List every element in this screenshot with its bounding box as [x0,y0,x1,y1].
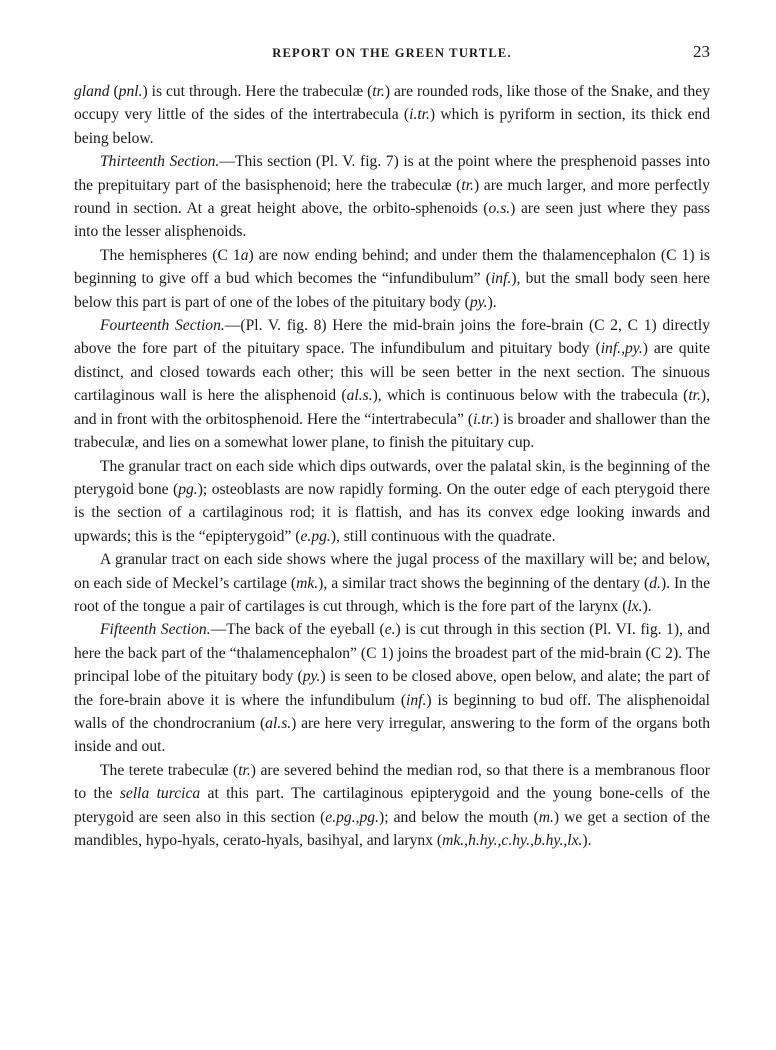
text-run: —This section (Pl. V. fig. 7) is at the point where the presphenoid passes into the prepituitary part of the basisphenoid; here the trabeculæ ( [74,153,710,194]
text-run: ) are quite distinct, and closed towards each other; this will be seen better in the next section. The sinuous cartilaginous wall is here the alisphenoid ( [74,340,710,405]
paragraph [74,455,710,549]
text-run: ). [642,597,652,615]
text-run: ); and below the mouth ( [379,808,539,826]
italic-text: py. [302,668,321,686]
text-run: ) which is pyriform in section, its thick end being below. [74,106,710,147]
italic-text: i.tr. [409,106,430,124]
text-run: ) are now ending behind; and under them the thalamencephalon (C 1) is beginning to give off a bud which becomes the “infundibulum” ( [74,246,711,288]
text-run: ) is cut through. Here the trabeculæ ( [142,83,373,100]
text-run: ), which is continuous below with the trabecula ( [372,387,689,405]
text-run: ); osteoblasts are now rapidly forming. On the outer edge of each pterygoid there is the section of a cartilaginous rod; it is flattish, and has its convex edge looking inwards and upwards; this is the “epipterygoid” ( [74,480,710,545]
italic-text: o.s. [488,200,511,218]
running-header [74,40,710,68]
italic-text: tr. [688,387,701,405]
italic-text: tr. [238,761,251,779]
italic-text: pg. [178,480,198,498]
text-run: ). [487,293,497,311]
text-run: ( [109,83,119,100]
text-run: ) we get a section of the mandibles, hypo-hyals, cerato-hyals, basihyal, and larynx ( [74,808,710,849]
text-run: The terete trabeculæ ( [100,761,239,779]
text-run: ). [582,832,592,849]
italic-text: m. [538,808,554,826]
paragraph [74,244,710,314]
page-number: 23 [693,42,710,61]
italic-text: lx. [627,597,643,615]
italic-text: Fourteenth Section. [100,317,225,335]
italic-text: tr. [461,176,474,194]
running-title: REPORT ON THE GREEN TURTLE. [272,46,512,60]
body-text [74,80,710,852]
paragraph [74,314,710,454]
italic-text: al.s. [265,714,292,732]
italic-text: Thirteenth Section. [100,153,220,171]
text-run: ) are seen just where they pass into the lesser alisphenoids. [74,200,710,241]
italic-text: mk.,h.hy.,c.hy.,b.hy.,lx. [442,832,583,849]
text-run: ) are rounded rods, like those of the Snake, and they occupy very little of the sides of the intertrabecula ( [74,83,710,124]
italic-text: pnl. [118,83,143,100]
italic-text: a [240,246,249,264]
italic-text: inf. [406,691,427,709]
text-run: ) is broader and shallower than the trabeculæ, and lies on a somewhat lower plane, to finish the pituitary cup. [74,410,710,452]
italic-text: Fifteenth Section. [100,621,211,639]
text-run: ) are much larger, and more perfectly round in section. At a great height above, the orbito-sphenoids ( [74,176,711,218]
italic-text: sella turcica [119,785,201,803]
text-run: —The back of the eyeball ( [210,621,385,639]
text-run: The granular tract on each side which dips outwards, over the palatal skin, is the beginning of the pterygoid bone ( [74,457,710,498]
paragraph [74,150,710,244]
italic-text: e. [384,621,396,639]
italic-text: mk. [296,574,319,592]
text-run: ) are here very irregular, answering to the form of the organs both inside and out. [74,714,711,756]
text-run: ) are severed behind the median rod, so that there is a membranous floor to the [74,761,710,803]
paragraph [74,759,710,853]
text-run: ) is beginning to bud off. The alisphenoidal walls of the chondrocranium ( [74,691,711,732]
text-run: ) is seen to be closed above, open below, and alate; the part of the fore-brain above it is where the infundibulum ( [74,668,710,709]
text-run: ). In the root of the tongue a pair of cartilages is cut through, which is the fore part of the larynx ( [74,574,710,615]
italic-text: gland [74,83,110,100]
text-run: ), but the small body seen here below this part is part of one of the lobes of the pituitary body ( [74,270,710,311]
text-run: ), and in front with the orbitosphenoid. Here the “intertrabecula” ( [74,387,710,428]
italic-text: inf.,py. [600,340,643,358]
italic-text: al.s. [346,387,373,405]
paragraph [74,80,710,150]
text-run: ), a similar tract shows the beginning of the dentary ( [318,574,650,592]
paragraph [74,548,710,618]
text-run: A granular tract on each side shows where the jugal process of the maxillary will be; and below, on each side of Meckel’s cartilage ( [74,551,710,592]
italic-text: e.pg.,pg. [325,808,379,826]
italic-text: tr. [372,83,385,100]
text-run: The hemispheres (C 1 [100,246,241,264]
italic-text: e.pg. [300,527,331,545]
text-run: ) is cut through in this section (Pl. VI. fig. 1), and here the back part of the “thalamencephalon” (C 1) joins the broadest part of the mid-brain (C 2). The principal lobe of the pituitary body ( [74,621,710,686]
italic-text: py. [469,293,488,311]
text-run: ), still continuous with the quadrate. [330,527,556,545]
text-run: at this part. The cartilaginous epipterygoid and the young bone-cells of the pterygoid are seen also in this section ( [74,785,710,826]
document-page [74,40,710,852]
italic-text: i.tr. [473,410,494,428]
text-run: —(Pl. V. fig. 8) Here the mid-brain joins the fore-brain (C 2, C 1) directly above the fore part of the pituitary space. The infundibulum and pituitary body ( [74,317,710,358]
paragraph [74,618,710,758]
italic-text: d. [649,574,661,592]
italic-text: inf. [490,270,512,288]
